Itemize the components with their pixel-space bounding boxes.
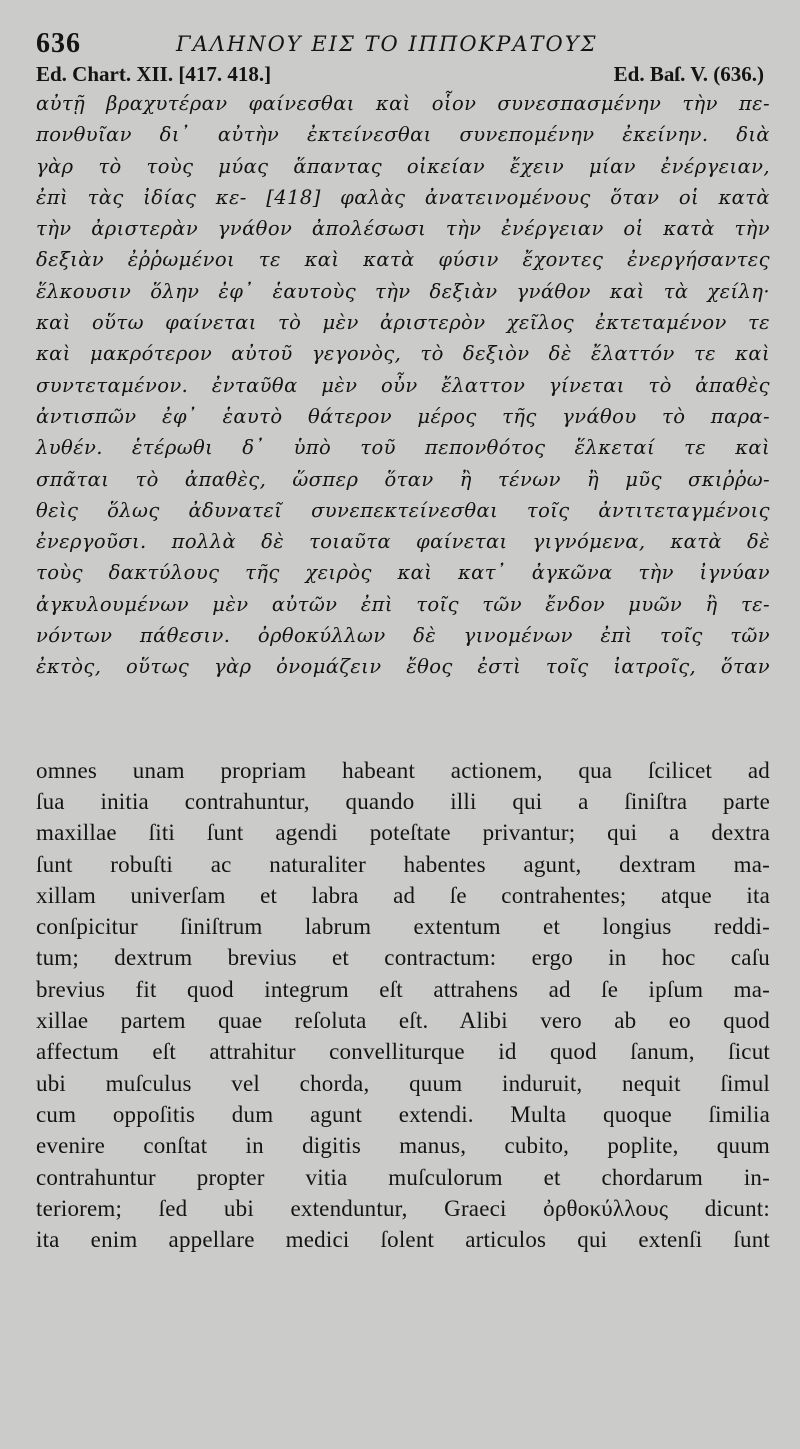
latin-text-block	[36, 755, 770, 1256]
greek-line: σπᾶται τὸ ἀπαθὲς, ὥσπερ ὅταν ἢ τένων ἢ μῦς σκιῤῥω-	[36, 467, 770, 491]
greek-line: λυθέν. ἑτέρωθι δ᾽ ὑπὸ τοῦ πεπονθότος ἕλκεταί τε καὶ	[36, 436, 770, 460]
edition-basel-reference: Ed. Baſ. V. (636.)	[613, 62, 764, 86]
latin-line: ſua initia contrahuntur, quando illi qui a ſiniſtra parte	[36, 788, 770, 814]
greek-line: αὐτῇ βραχυτέραν φαίνεσθαι καὶ οἷον συνεσπασμένην τὴν πε-	[36, 92, 770, 115]
column-gap	[36, 683, 770, 755]
running-head	[36, 18, 770, 58]
latin-line: ita enim appellare medici ſolent articulos qui extenſi ſunt	[36, 1227, 770, 1253]
latin-line: ſunt robuſti ac naturaliter habentes agunt, dextram ma-	[36, 851, 770, 877]
greek-line: καὶ οὕτω φαίνεται τὸ μὲν ἀριστερὸν χεῖλος ἐκτεταμένον τε	[36, 311, 770, 335]
greek-line: θεὶς ὅλως ἀδυνατεῖ συνεπεκτείνεσθαι τοῖς ἀντιτεταγμένοις	[36, 498, 770, 522]
latin-line: ubi muſculus vel chorda, quum induruit, nequit ſimul	[36, 1070, 770, 1096]
greek-line: καὶ μακρότερον αὐτοῦ γεγονὸς, τὸ δεξιὸν δὲ ἔλαττόν τε καὶ	[36, 342, 770, 366]
greek-line: τὴν ἀριστερὰν γνάθον ἀπολέσωσι τὴν ἐνέργειαν οἱ κατὰ τὴν	[36, 217, 770, 241]
greek-line: ἐκτὸς, οὕτως γὰρ ὀνομάζειν ἔθος ἐστὶ τοῖς ἰατροῖς, ὅταν	[36, 655, 770, 679]
edition-reference-line	[36, 58, 770, 88]
latin-line: xillae partem quae reſoluta eſt. Alibi vero ab eo quod	[36, 1008, 770, 1034]
greek-line: ἕλκουσιν ὅλην ἐφ᾽ ἑαυτοὺς τὴν δεξιὰν γνάθον καὶ τὰ χείλη·	[36, 279, 770, 303]
greek-line: νόντων πάθεσιν. ὀρθοκύλλων δὲ γινομένων ἐπὶ τοῖς τῶν	[36, 624, 770, 648]
latin-line: evenire conſtat in digitis manus, cubito, poplite, quum	[36, 1133, 770, 1159]
edition-chartier-reference: Ed. Chart. XII. [417. 418.]	[36, 62, 272, 86]
greek-line: ἀντισπῶν ἐφ᾽ ἑαυτὸ θάτερον μέρος τῆς γνάθου τὸ παρα-	[36, 404, 770, 428]
greek-line: ἀγκυλουμένων μὲν αὐτῶν ἐπὶ τοῖς τῶν ἔνδον μυῶν ἢ τε-	[36, 592, 770, 616]
latin-line: xillam univerſam et labra ad ſe contrahentes; atque ita	[36, 882, 770, 908]
greek-line: συντεταμένον. ἐνταῦθα μὲν οὖν ἔλαττον γίνεται τὸ ἀπαθὲς	[36, 373, 770, 397]
greek-text-block	[36, 88, 770, 683]
latin-line: affectum eſt attrahitur convelliturque id quod ſanum, ſicut	[36, 1039, 770, 1065]
latin-line: cum oppoſitis dum agunt extendi. Multa quoque ſimilia	[36, 1101, 770, 1127]
latin-line: omnes unam propriam habeant actionem, qua ſcilicet ad	[36, 757, 770, 783]
latin-line: teriorem; ſed ubi extenduntur, Graeci ὀρθοκύλλους dicunt:	[36, 1195, 770, 1221]
latin-line: contrahuntur propter vitia muſculorum et chordarum in-	[36, 1164, 770, 1190]
greek-line: δεξιὰν ἐῤῥωμένοι τε καὶ κατὰ φύσιν ἔχοντες ἐνεργήσαντες	[36, 248, 770, 272]
greek-line: τοὺς δακτύλους τῆς χειρὸς καὶ κατ᾽ ἀγκῶνα τὴν ἰγνύαν	[36, 561, 770, 585]
latin-line: maxillae ſiti ſunt agendi poteſtate privantur; qui a dextra	[36, 820, 770, 846]
greek-line: πονθυῖαν δι᾽ αὐτὴν ἐκτείνεσθαι συνεπομένην ἐκείνην. διὰ	[36, 123, 770, 147]
page-number: 636	[36, 28, 81, 59]
greek-line: ἐπὶ τὰς ἰδίας κε- [418] φαλὰς ἀνατεινομένους ὅταν οἱ κατὰ	[36, 185, 770, 209]
latin-line: tum; dextrum brevius et contractum: ergo in hoc caſu	[36, 945, 770, 971]
running-title: ΓΑΛΗΝΟΥ ΕΙΣ ΤΟ ΙΠΠΟΚΡΑΤΟΥΣ	[176, 32, 598, 56]
greek-line: ἐνεργοῦσι. πολλὰ δὲ τοιαῦτα φαίνεται γιγνόμενα, κατὰ δὲ	[36, 530, 770, 554]
greek-line: γὰρ τὸ τοὺς μύας ἅπαντας οἰκείαν ἔχειν μίαν ἐνέργειαν,	[36, 154, 770, 178]
latin-line: conſpicitur ſiniſtrum labrum extentum et longius reddi-	[36, 914, 770, 940]
latin-line: brevius fit quod integrum eſt attrahens ad ſe ipſum ma-	[36, 976, 770, 1002]
